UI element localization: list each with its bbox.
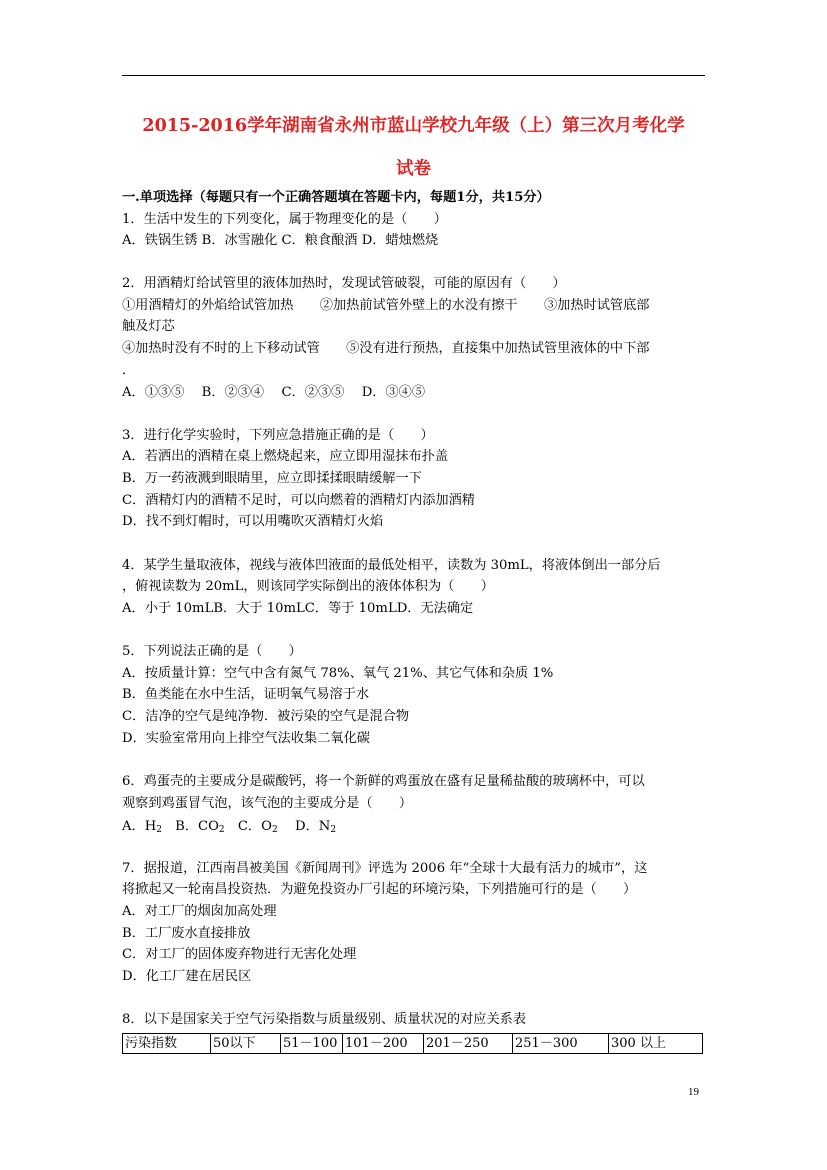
q2-stem: 2．用酒精灯给试管里的液体加热时，发现试管破裂，可能的原因有（ ） [122, 276, 566, 291]
exam-title-continued: 试卷 [396, 159, 431, 179]
q6-option-c: C．O [224, 819, 272, 834]
q7-stem-continued: 将掀起又一轮南昌投资热．为避免投资办厂引起的环境污染，下列措施可行的是（ ） [122, 882, 637, 897]
q5-option-c: C．洁净的空气是纯净物．被污染的空气是混合物 [122, 709, 410, 724]
q4-stem-continued: ，俯视读数为 20mL，则该同学实际倒出的液体体积为（ ） [122, 579, 494, 594]
q1-options: A．铁锅生锈 B．冰雪融化 C．粮食酿酒 D．蜡烛燃烧 [122, 233, 439, 248]
q2-line: ④加热时没有不时的上下移动试管 ⑤没有进行预热，直接集中加热试管里液体的中下部 [122, 341, 650, 356]
table-row [123, 1034, 703, 1054]
table-cell: 污染指数 [123, 1034, 211, 1054]
q7-stem: 7．据报道，江西南昌被美国《新闻周刊》评选为 2006 年“全球十大最有活力的城市”，这 [122, 861, 648, 876]
q2-options: A．①③⑤ B．②③④ C．②③⑤ D．③④⑤ [122, 385, 426, 400]
q2-line: ①用酒精灯的外焰给试管加热 ②加热前试管外壁上的水没有擦干 ③加热时试管底部 [122, 298, 650, 313]
q3-option-b: B．万一药液溅到眼睛里，应立即揉揉眼睛缓解一下 [122, 471, 422, 486]
aqi-table [122, 1033, 703, 1054]
q4-options: A．小于 10mLB．大于 10mLC．等于 10mLD．无法确定 [122, 601, 474, 616]
q3-option-d: D．找不到灯帽时，可以用嘴吹灭酒精灯火焰 [122, 514, 384, 529]
q6-stem-continued: 观察到鸡蛋冒气泡，该气泡的主要成分是（ ） [122, 796, 413, 811]
q3-option-c: C．酒精灯内的酒精不足时，可以向燃着的酒精灯内添加酒精 [122, 493, 475, 508]
q6-option-d: D．N [277, 819, 331, 834]
table-cell: 251－300 [513, 1034, 609, 1054]
q3-stem: 3．进行化学实验时，下列应急措施正确的是（ ） [122, 428, 434, 443]
exam-title: 2015-2016学年湖南省永州市蓝山学校九年级（上）第三次月考化学 [142, 116, 685, 136]
q2-line: 触及灯芯 [122, 319, 175, 334]
q6-option-b: B．CO [161, 819, 219, 834]
q5-stem: 5．下列说法正确的是（ ） [122, 644, 302, 659]
table-cell: 101－200 [343, 1034, 424, 1054]
q2-line: ． [122, 363, 136, 378]
q4-stem: 4．某学生量取液体，视线与液体凹液面的最低处相平，读数为 30mL，将液体倒出一部分后 [122, 558, 661, 573]
table-cell: 51－100 [281, 1034, 343, 1054]
subscript: 2 [330, 825, 337, 835]
table-cell: 201－250 [424, 1034, 513, 1054]
q5-option-d: D．实验室常用向上排空气法收集二氧化碳 [122, 731, 370, 746]
q1-stem: 1．生活中发生的下列变化，属于物理变化的是（ ） [122, 212, 447, 227]
q6-options [122, 818, 336, 839]
subscript: 2 [271, 825, 278, 835]
table-cell: 50以下 [211, 1034, 281, 1054]
q7-option-b: B．工厂废水直接排放 [122, 926, 251, 941]
q7-option-d: D．化工厂建在居民区 [122, 969, 252, 984]
q8-stem: 8．以下是国家关于空气污染指数与质量级别、质量状况的对应关系表 [122, 1012, 527, 1027]
q7-option-a: A．对工厂的烟囱加高处理 [122, 904, 277, 919]
section-header: 一.单项选择（每题只有一个正确答题填在答题卡内，每题1分，共15分） [122, 190, 550, 205]
subscript: 2 [156, 825, 162, 835]
q5-option-a: A．按质量计算：空气中含有氮气 78%、氧气 21%、其它气体和杂质 1% [122, 666, 554, 681]
q7-option-c: C．对工厂的固体废弃物进行无害化处理 [122, 947, 357, 962]
q6-option-a: A．H [122, 819, 157, 834]
q3-option-a: A．若洒出的酒精在桌上燃烧起来，应立即用湿抹布扑盖 [122, 449, 449, 464]
header-rule [122, 75, 705, 76]
q5-option-b: B．鱼类能在水中生活，证明氧气易溶于水 [122, 687, 370, 702]
page-number: 19 [688, 1086, 699, 1098]
subscript: 2 [218, 825, 225, 835]
q6-stem: 6．鸡蛋壳的主要成分是碳酸钙，将一个新鲜的鸡蛋放在盛有足量稀盐酸的玻璃杯中，可以 [122, 774, 645, 789]
table-cell: 300 以上 [609, 1034, 703, 1054]
